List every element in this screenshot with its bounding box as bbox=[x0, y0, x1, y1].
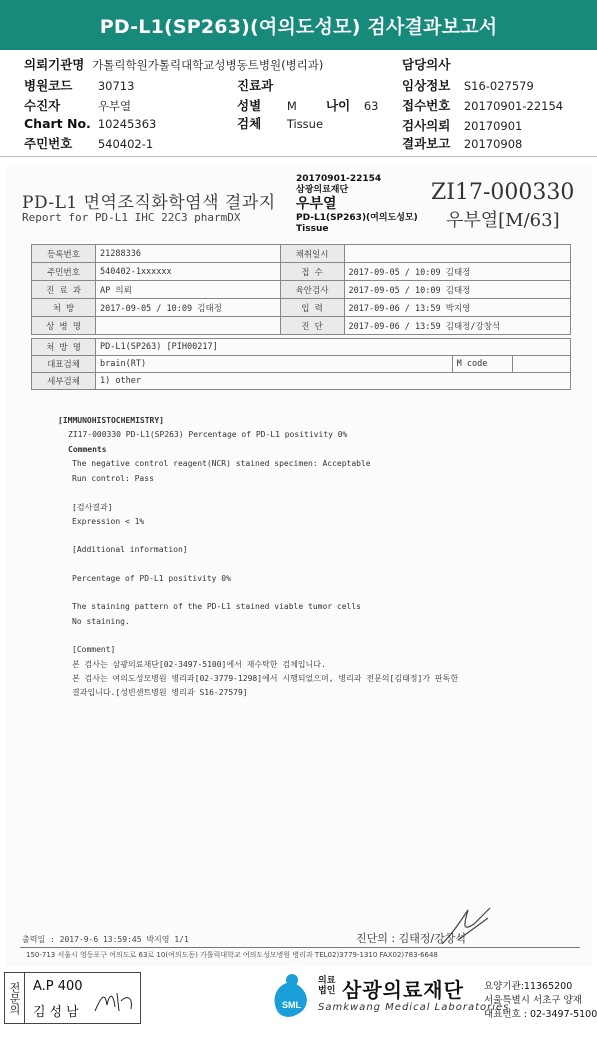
sex-row bbox=[237, 96, 297, 114]
registration-table bbox=[31, 244, 571, 335]
table-row bbox=[32, 299, 571, 317]
table-key: 세부검체 bbox=[32, 373, 96, 390]
specimen-row bbox=[237, 114, 323, 132]
clinical-info-value: S16-027579 bbox=[463, 79, 534, 93]
table-cell: 2017-09-06 / 13:59 박지영 bbox=[344, 299, 570, 317]
table-cell: 2017-09-06 / 13:59 김태정/강창석 bbox=[344, 317, 570, 335]
sex-label: 성별 bbox=[237, 98, 262, 113]
patient-row bbox=[24, 96, 131, 114]
run-control-line: Run control: Pass bbox=[72, 474, 154, 483]
hospital-code-row bbox=[24, 76, 134, 94]
table-key: 주민번호 bbox=[32, 263, 96, 281]
institution-value: 가톨릭학원가톨릭대학교성병동트병원(병리과) bbox=[92, 58, 324, 72]
request-value: 20170901 bbox=[463, 119, 523, 133]
chart-label: Chart No. bbox=[24, 116, 91, 131]
table-row bbox=[32, 339, 571, 356]
header-divider bbox=[0, 156, 597, 157]
org-address: 서울특별시 서초구 양재 bbox=[484, 995, 582, 1006]
stamp-specimen: Tissue bbox=[296, 224, 329, 234]
table-key: 등록번호 bbox=[32, 245, 96, 263]
table-row bbox=[32, 263, 571, 281]
specialist-box bbox=[4, 972, 141, 1024]
request-label: 검사의뢰 bbox=[402, 118, 451, 133]
table-key: 진 료 과 bbox=[32, 281, 96, 299]
table-key: 육안검사 bbox=[280, 281, 344, 299]
specimen-value: Tissue bbox=[286, 117, 324, 131]
table-cell: PD-L1(SP263) [PIH00217] bbox=[96, 339, 571, 356]
sex-value: M bbox=[286, 99, 297, 113]
case-patient: 우부열[M/63] bbox=[446, 210, 560, 231]
table-cell: 2017-09-05 / 10:09 김태정 bbox=[344, 281, 570, 299]
age-label: 나이 bbox=[326, 98, 351, 113]
report-date-label: 결과보고 bbox=[402, 136, 451, 151]
staining-pattern-line: The staining pattern of the PD-L1 stained viable tumor cells bbox=[72, 602, 361, 611]
table-cell bbox=[96, 317, 281, 335]
receipt-row bbox=[402, 96, 563, 114]
chart-value: 10245363 bbox=[97, 117, 157, 131]
lab-address: 150-713 서울시 영등포구 여의도로 63로 10(여의도동) 가톨릭대학교 여의도성모병원 병리과 TEL02)3779-1310 FAX02)783-6648 bbox=[26, 951, 438, 959]
patient-label: 수진자 bbox=[24, 98, 61, 113]
ihc-heading: [IMMUNOHISTOCHEMISTRY] bbox=[58, 416, 164, 425]
table-key: 접 수 bbox=[280, 263, 344, 281]
table-key: 상 병 명 bbox=[32, 317, 96, 335]
request-row bbox=[402, 116, 522, 134]
scanned-report bbox=[6, 166, 592, 966]
ncr-line: The negative control reagent(NCR) stained specimen: Acceptable bbox=[72, 459, 371, 468]
specimen-label: 검체 bbox=[237, 116, 262, 131]
org-name-en: Samkwang Medical Laboratories bbox=[318, 1002, 510, 1013]
clinical-info-row bbox=[402, 76, 534, 94]
table-cell: 2017-09-05 / 10:09 김태정 bbox=[96, 299, 281, 317]
logo-text: SML bbox=[282, 1000, 301, 1010]
table-row bbox=[32, 245, 571, 263]
rrn-value: 540402-1 bbox=[97, 137, 154, 151]
comment-line-1: 본 검사는 삼광의료재단[02-3497-5100]에서 재수탁한 검체입니다. bbox=[72, 660, 326, 669]
chart-row bbox=[24, 116, 156, 131]
age-value: 63 bbox=[363, 99, 379, 113]
rrn-row bbox=[24, 134, 153, 152]
table-cell: 1) other bbox=[96, 373, 571, 390]
hospital-code-label: 병원코드 bbox=[24, 78, 73, 93]
table-key: 입 력 bbox=[280, 299, 344, 317]
signature-icon bbox=[438, 904, 498, 948]
diagnosing-doctor: 진단의 : 김태정/강창석 bbox=[356, 932, 467, 945]
order-table bbox=[31, 338, 571, 390]
specialist-license: A.P 400 bbox=[33, 979, 83, 994]
table-row bbox=[32, 281, 571, 299]
specialist-label: 전문의 bbox=[5, 973, 25, 1023]
receipt-label: 접수번호 bbox=[402, 98, 451, 113]
result-heading: [검사결과] bbox=[72, 503, 113, 512]
stamp-name: 우부열 bbox=[296, 196, 337, 212]
clinical-info-label: 임상정보 bbox=[402, 78, 451, 93]
table-cell: 21288336 bbox=[96, 245, 281, 263]
signature-icon bbox=[93, 987, 137, 1017]
specialist-name: 김성남 bbox=[33, 1005, 83, 1020]
no-staining-line: No staining. bbox=[72, 617, 130, 626]
specimen-stamp bbox=[296, 174, 418, 235]
stamp-test: PD-L1(SP263)(여의도성모) bbox=[296, 213, 418, 223]
dept-label: 진료과 bbox=[237, 78, 274, 93]
sml-logo-icon bbox=[268, 972, 316, 1022]
institution-label: 의뢰기관명 bbox=[24, 57, 85, 72]
patient-value: 우부열 bbox=[97, 99, 132, 113]
institution-code: 요양기관:11365200 bbox=[484, 981, 573, 992]
case-id: ZI17-000330 bbox=[431, 180, 575, 205]
ihc-result-line: ZI17-000330 PD-L1(SP263) Percentage of PD-L1 positivity 0% bbox=[68, 430, 348, 439]
table-row bbox=[32, 317, 571, 335]
hospital-code-value: 30713 bbox=[97, 79, 135, 93]
table-row bbox=[32, 356, 571, 373]
dept-row bbox=[237, 76, 273, 94]
comment-line-2: 본 검사는 여의도성모병원 병리과[02-3779-1298]에서 시행되었으며, 병리과 전문의[김태정]가 판독한 bbox=[72, 674, 459, 683]
doctor-label: 담당의사 bbox=[402, 57, 451, 72]
table-cell: AP 의뢰 bbox=[96, 281, 281, 299]
report-date-row bbox=[402, 134, 522, 152]
table-key: 채취일시 bbox=[280, 245, 344, 263]
institution-row bbox=[24, 55, 323, 73]
print-info: 출력일 : 2017-9-6 13:59:45 박지영 1/1 bbox=[22, 935, 189, 944]
doctor-row bbox=[402, 55, 450, 73]
comment-line-3: 결과입니다.[성빈센트병원 병리과 S16-27579] bbox=[72, 688, 248, 697]
additional-heading: [Additional information] bbox=[72, 545, 188, 554]
table-cell: 540402-1xxxxxx bbox=[96, 263, 281, 281]
table-key: 진 단 bbox=[280, 317, 344, 335]
table-key: 처 방 bbox=[32, 299, 96, 317]
rrn-label: 주민번호 bbox=[24, 136, 73, 151]
age-row bbox=[326, 96, 378, 114]
comment-heading: [Comment] bbox=[72, 645, 116, 654]
report-title: PD-L1(SP263)(여의도성모) 검사결과보고서 bbox=[0, 0, 597, 50]
table-cell bbox=[512, 356, 570, 373]
table-cell bbox=[344, 245, 570, 263]
footer-divider bbox=[20, 947, 580, 948]
report-date-value: 20170908 bbox=[463, 137, 523, 151]
scan-title-ko: PD-L1 면역조직화학염색 결과지 bbox=[22, 193, 276, 213]
table-cell: brain(RT) bbox=[96, 356, 453, 373]
expression-line: Expression < 1% bbox=[72, 517, 145, 526]
receipt-value: 20170901-22154 bbox=[463, 99, 564, 113]
comments-heading: Comments bbox=[68, 445, 107, 454]
org-phone: 대표번호 : 02-3497-5100 bbox=[484, 1009, 597, 1020]
org-name: 삼광의료재단 bbox=[342, 978, 464, 1002]
table-key: 대표검체 bbox=[32, 356, 96, 373]
table-row bbox=[32, 373, 571, 390]
stamp-org: 삼광의료재단 bbox=[296, 185, 349, 195]
table-key: 처 방 명 bbox=[32, 339, 96, 356]
table-cell: 2017-09-05 / 10:09 김태정 bbox=[344, 263, 570, 281]
org-type: 의료 법인 bbox=[318, 976, 336, 996]
positivity-line: Percentage of PD-L1 positivity 0% bbox=[72, 574, 231, 583]
table-key: M code bbox=[452, 356, 512, 373]
scan-title-en: Report for PD-L1 IHC 22C3 pharmDX bbox=[22, 211, 241, 224]
stamp-number: 20170901-22154 bbox=[296, 174, 382, 184]
